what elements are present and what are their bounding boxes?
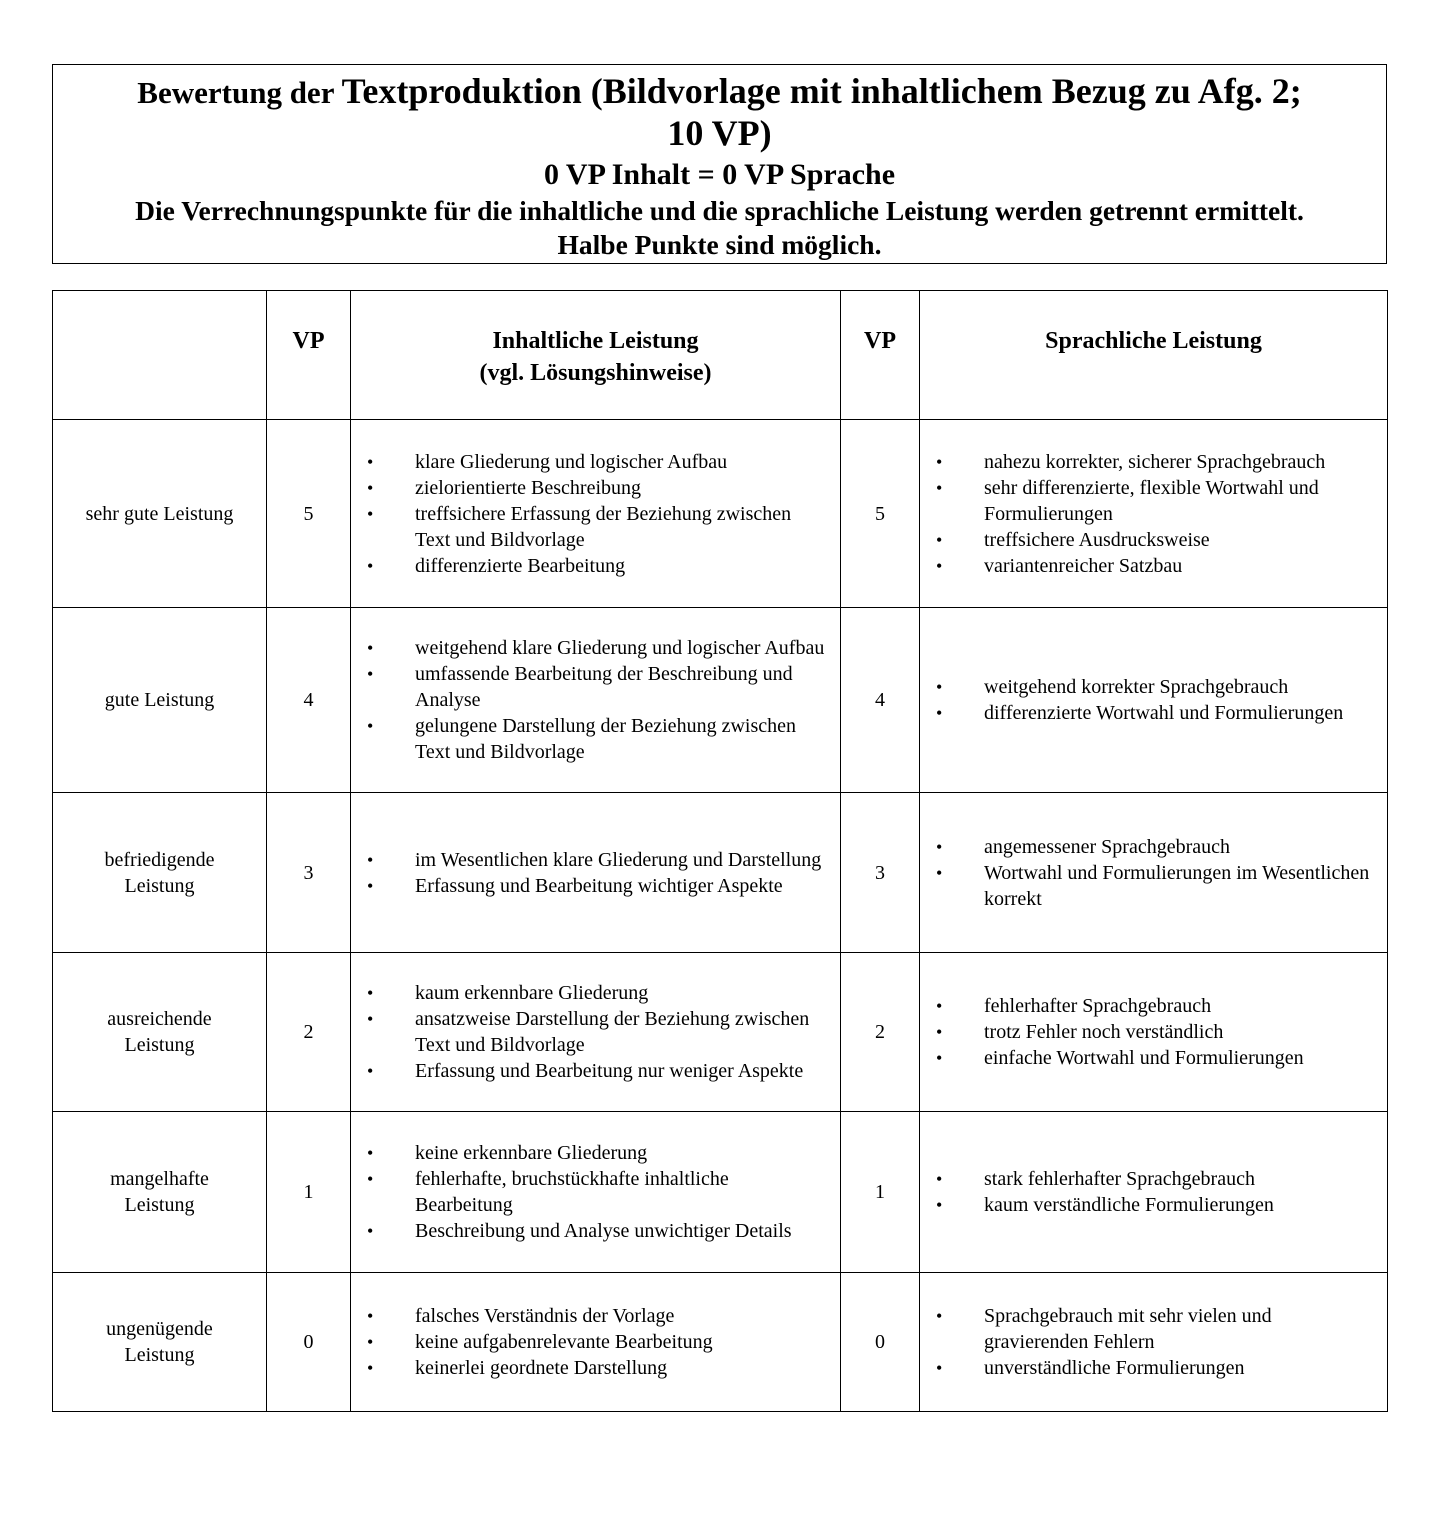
language-criterion: • nahezu korrekter, sicherer Sprachgebrauch bbox=[920, 449, 1387, 475]
header-cell-content bbox=[351, 291, 841, 420]
language-criterion: • sehr differenzierte, flexible Wortwahl und Formulierungen bbox=[920, 475, 1387, 527]
vp-content-cell: 1 bbox=[267, 1112, 351, 1273]
level-label: mangelhafte bbox=[110, 1168, 209, 1190]
language-cell bbox=[920, 420, 1388, 608]
content-criterion: • ansatzweise Darstellung der Beziehung zwischen Text und Bildvorlage bbox=[351, 1006, 840, 1058]
language-criteria-list bbox=[920, 1166, 1387, 1218]
level-cell bbox=[53, 1112, 267, 1273]
level-label: befriedigende bbox=[104, 848, 215, 871]
content-cell bbox=[351, 608, 841, 793]
language-cell bbox=[920, 953, 1388, 1112]
content-criteria-list bbox=[351, 1140, 840, 1244]
language-criteria-list bbox=[920, 674, 1387, 726]
header-cell-level bbox=[53, 291, 267, 420]
content-criterion: • fehlerhafte, bruchstückhafte inhaltliche Bearbeitung bbox=[351, 1166, 840, 1218]
language-criterion: • treffsichere Ausdrucksweise bbox=[920, 527, 1387, 553]
header-rule: 0 VP Inhalt = 0 VP Sprache bbox=[543, 158, 896, 191]
content-criterion: • Beschreibung und Analyse unwichtiger Details bbox=[351, 1218, 840, 1244]
vp-language-cell: 1 bbox=[841, 1112, 920, 1273]
level-cell bbox=[53, 608, 267, 793]
content-criterion: • keinerlei geordnete Darstellung bbox=[351, 1355, 840, 1381]
header-half-points-note: Halbe Punkte sind möglich. bbox=[557, 229, 882, 260]
language-criterion: • Sprachgebrauch mit sehr vielen und gravierenden Fehlern bbox=[920, 1303, 1387, 1355]
content-criterion: • kaum erkennbare Gliederung bbox=[351, 980, 840, 1006]
content-criterion: • keine aufgabenrelevante Bearbeitung bbox=[351, 1329, 840, 1355]
header-title-prefix: Bewertung der bbox=[137, 75, 334, 110]
table-row bbox=[53, 608, 1388, 793]
content-criterion: • Erfassung und Bearbeitung nur weniger Aspekte bbox=[351, 1058, 840, 1084]
content-criterion: • gelungene Darstellung der Beziehung zwischen Text und Bildvorlage bbox=[351, 713, 840, 765]
level-label: gute Leistung bbox=[104, 689, 215, 711]
grading-table bbox=[52, 290, 1388, 1412]
header-cell-vp-content: VP bbox=[267, 291, 351, 420]
level-label: Leistung bbox=[124, 1344, 195, 1366]
level-label: Leistung bbox=[124, 1194, 195, 1216]
vp-language-cell: 3 bbox=[841, 793, 920, 953]
vp-language-cell: 2 bbox=[841, 953, 920, 1112]
vp-language-cell: 5 bbox=[841, 420, 920, 608]
header-cell-vp-language: VP bbox=[841, 291, 920, 420]
language-cell bbox=[920, 793, 1388, 953]
content-cell bbox=[351, 953, 841, 1112]
content-criterion: • zielorientierte Beschreibung bbox=[351, 475, 840, 501]
table-row bbox=[53, 1273, 1388, 1412]
level-cell bbox=[53, 793, 267, 953]
content-criterion: • keine erkennbare Gliederung bbox=[351, 1140, 840, 1166]
language-criteria-list bbox=[920, 834, 1387, 912]
header-box bbox=[52, 64, 1387, 264]
language-criterion: • Wortwahl und Formulierungen im Wesentlichen korrekt bbox=[920, 860, 1387, 912]
vp-language-cell: 4 bbox=[841, 608, 920, 793]
language-criterion: • differenzierte Wortwahl und Formulierungen bbox=[920, 700, 1387, 726]
header-content-sublabel: (vgl. Lösungshinweise) bbox=[479, 360, 712, 386]
level-cell bbox=[53, 420, 267, 608]
language-criterion: • trotz Fehler noch verständlich bbox=[920, 1019, 1387, 1045]
content-cell bbox=[351, 1112, 841, 1273]
header-title bbox=[53, 71, 1386, 113]
language-criterion: • angemessener Sprachgebrauch bbox=[920, 834, 1387, 860]
table-row bbox=[53, 420, 1388, 608]
level-label: sehr gute Leistung bbox=[85, 502, 234, 525]
content-cell bbox=[351, 420, 841, 608]
header-title-main: Textproduktion (Bildvorlage mit inhaltlichem Bezug zu Afg. 2; bbox=[341, 71, 1302, 111]
header-cell-language: Sprachliche Leistung bbox=[920, 291, 1388, 420]
content-criterion: • umfassende Bearbeitung der Beschreibung und Analyse bbox=[351, 661, 840, 713]
language-criterion: • einfache Wortwahl und Formulierungen bbox=[920, 1045, 1387, 1071]
content-criteria-list bbox=[351, 1303, 840, 1381]
level-label: Leistung bbox=[124, 1034, 195, 1056]
language-criterion: • weitgehend korrekter Sprachgebrauch bbox=[920, 674, 1387, 700]
content-criterion: • im Wesentlichen klare Gliederung und Darstellung bbox=[351, 847, 840, 873]
content-cell bbox=[351, 1273, 841, 1412]
content-criterion: • Erfassung und Bearbeitung wichtiger Aspekte bbox=[351, 873, 840, 899]
level-cell bbox=[53, 953, 267, 1112]
language-criteria-list bbox=[920, 993, 1387, 1071]
language-criterion: • stark fehlerhafter Sprachgebrauch bbox=[920, 1166, 1387, 1192]
language-criterion: • fehlerhafter Sprachgebrauch bbox=[920, 993, 1387, 1019]
language-cell bbox=[920, 608, 1388, 793]
vp-language-cell: 0 bbox=[841, 1273, 920, 1412]
vp-content-cell: 2 bbox=[267, 953, 351, 1112]
table-row bbox=[53, 953, 1388, 1112]
language-criteria-list bbox=[920, 449, 1387, 579]
content-criteria-list bbox=[351, 847, 840, 899]
vp-content-cell: 0 bbox=[267, 1273, 351, 1412]
vp-content-cell: 4 bbox=[267, 608, 351, 793]
header-title-continued: 10 VP) bbox=[667, 113, 772, 153]
language-criteria-list bbox=[920, 1303, 1387, 1381]
table-row bbox=[53, 793, 1388, 953]
content-criterion: • differenzierte Bearbeitung bbox=[351, 553, 840, 579]
content-criteria-list bbox=[351, 449, 840, 579]
content-criterion: • weitgehend klare Gliederung und logischer Aufbau bbox=[351, 635, 840, 661]
table-row bbox=[53, 1112, 1388, 1273]
level-label: Leistung bbox=[124, 874, 195, 897]
table-header-row bbox=[53, 291, 1388, 420]
language-criterion: • variantenreicher Satzbau bbox=[920, 553, 1387, 579]
header-content-label: Inhaltliche Leistung bbox=[492, 328, 699, 354]
header-note: Die Verrechnungspunkte für die inhaltliche und die sprachliche Leistung werden getrennt ermittelt. bbox=[135, 195, 1304, 226]
vp-content-cell: 5 bbox=[267, 420, 351, 608]
content-criterion: • klare Gliederung und logischer Aufbau bbox=[351, 449, 840, 475]
language-cell bbox=[920, 1112, 1388, 1273]
content-criterion: • falsches Verständnis der Vorlage bbox=[351, 1303, 840, 1329]
language-cell bbox=[920, 1273, 1388, 1412]
content-criterion: • treffsichere Erfassung der Beziehung zwischen Text und Bildvorlage bbox=[351, 501, 840, 553]
content-cell bbox=[351, 793, 841, 953]
level-label: ausreichende bbox=[107, 1008, 212, 1030]
content-criteria-list bbox=[351, 635, 840, 765]
content-criteria-list bbox=[351, 980, 840, 1084]
vp-content-cell: 3 bbox=[267, 793, 351, 953]
language-criterion: • kaum verständliche Formulierungen bbox=[920, 1192, 1387, 1218]
level-label: ungenügende bbox=[106, 1318, 213, 1340]
level-cell bbox=[53, 1273, 267, 1412]
language-criterion: • unverständliche Formulierungen bbox=[920, 1355, 1387, 1381]
